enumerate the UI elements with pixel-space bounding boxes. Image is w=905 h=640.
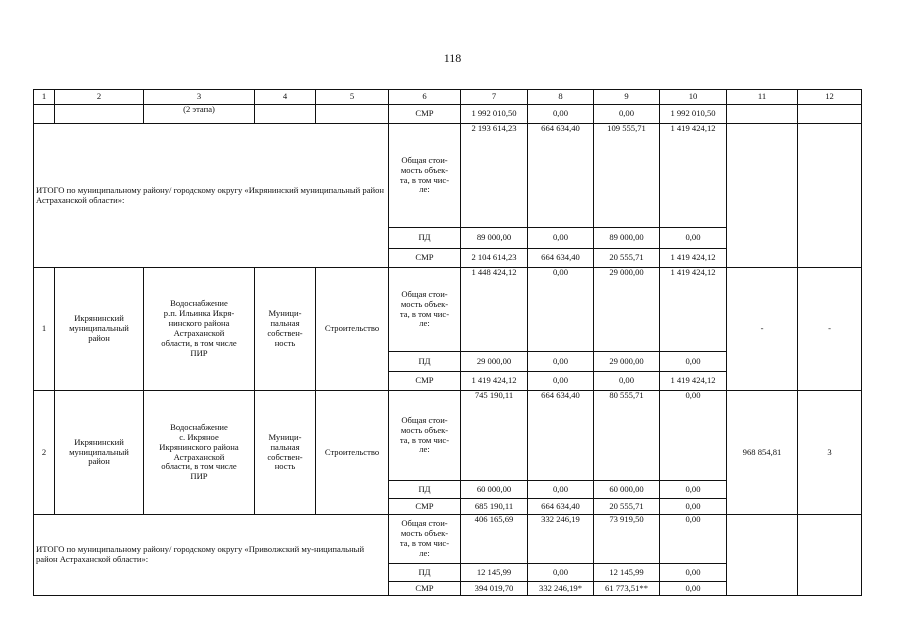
object-name <box>144 268 255 391</box>
object-name-line: ПИР <box>190 471 208 482</box>
object-name-continuation: (2 этапа) <box>144 105 255 124</box>
object-name <box>144 391 255 515</box>
column-number: 7 <box>461 90 528 105</box>
object-number: 1 <box>34 268 55 391</box>
cell-empty <box>55 105 144 124</box>
object_2-row <box>34 391 862 481</box>
column-number: 6 <box>389 90 461 105</box>
cost-type <box>389 228 461 249</box>
value-total: 1 448 424,12 <box>461 268 528 352</box>
work-kind: Строительство <box>316 268 389 391</box>
column-number: 4 <box>255 90 316 105</box>
value-local: 0,00 <box>660 352 727 372</box>
column-number: 9 <box>594 90 660 105</box>
value-regional: 60 000,00 <box>594 481 660 499</box>
cost-type-line: ПД <box>418 566 431 577</box>
column-number: 11 <box>727 90 798 105</box>
value-federal: 0,00 <box>528 105 594 124</box>
object-name-line: нинского района <box>168 318 230 329</box>
cell-empty <box>255 105 316 124</box>
object-name-line: Водоснабжение <box>170 421 228 432</box>
value-regional: 0,00 <box>594 105 660 124</box>
value-federal: 332 246,19* <box>528 582 594 596</box>
capacity-value: 968 854,81 <box>727 391 798 515</box>
cost-type-line: мость объек- <box>400 298 449 309</box>
column-number-row <box>34 90 862 105</box>
stage-2-row <box>34 105 862 124</box>
cost-type <box>389 515 461 564</box>
object-name-line: Астраханской <box>173 328 225 338</box>
value-regional: 29 000,00 <box>594 352 660 372</box>
cost-type-line: та, в том чис- <box>399 434 450 445</box>
cost-type-line: та, в том чис- <box>399 174 450 185</box>
cost-type <box>389 124 461 228</box>
value-federal: 332 246,19 <box>528 515 594 564</box>
value-local: 1 419 424,12 <box>660 268 727 352</box>
cost-type <box>389 481 461 499</box>
cost-type-line: СМР <box>415 375 434 386</box>
cell-empty <box>798 124 862 268</box>
cell-empty <box>316 105 389 124</box>
cost-type-line: ле: <box>419 547 430 558</box>
cell-empty <box>727 124 798 268</box>
value-total: 1 992 010,50 <box>461 105 528 124</box>
value-local: 0,00 <box>660 228 727 249</box>
value-federal: 664 634,40 <box>528 391 594 481</box>
column-number: 1 <box>34 90 55 105</box>
value-local: 0,00 <box>660 499 727 515</box>
column-number: 10 <box>660 90 727 105</box>
value-federal: 664 634,40 <box>528 499 594 515</box>
object-name-line: Астраханской <box>173 451 225 462</box>
cost-type <box>389 499 461 515</box>
cost-type-line: та, в том чис- <box>399 538 450 548</box>
cost-type-line: СМР <box>415 500 434 511</box>
total-ikryaninsky-label: ИТОГО по муниципальному району/ городскому округу «Икрянинский муниципальный район Астраханской области»: <box>34 124 389 268</box>
value-total: 1 419 424,12 <box>461 372 528 391</box>
value-local: 0,00 <box>660 564 727 582</box>
value-total: 29 000,00 <box>461 352 528 372</box>
cost-type-line: СМР <box>415 582 434 593</box>
cost-type-line: Общая стои- <box>401 518 448 529</box>
cost-type <box>389 564 461 582</box>
value-regional: 12 145,99 <box>594 564 660 582</box>
cost-type-line: мость объек- <box>400 528 449 539</box>
district-name <box>55 268 144 391</box>
cost-type <box>389 352 461 372</box>
cost-type-line: ПД <box>418 232 431 243</box>
value-regional: 109 555,71 <box>594 124 660 228</box>
value-federal: 664 634,40 <box>528 124 594 228</box>
object-name-line: области, в том числе <box>161 337 237 348</box>
cost-type <box>389 268 461 352</box>
value-federal: 664 634,40 <box>528 249 594 268</box>
cost-type-line: ле: <box>419 184 430 195</box>
cell-empty <box>727 105 798 124</box>
ownership-form-line: ность <box>274 461 296 472</box>
value-regional: 0,00 <box>594 372 660 391</box>
ownership-form <box>255 391 316 515</box>
value-total: 12 145,99 <box>461 564 528 582</box>
value-regional: 20 555,71 <box>594 249 660 268</box>
cell-empty <box>798 105 862 124</box>
value-local: 0,00 <box>660 582 727 596</box>
object-number: 2 <box>34 391 55 515</box>
ownership-form-line: пальная <box>270 318 300 329</box>
object-name-line: Икрянинского района <box>159 441 239 452</box>
value-regional: 29 000,00 <box>594 268 660 352</box>
column-number: 12 <box>798 90 862 105</box>
cost-type-line: мость объек- <box>400 424 449 435</box>
object-name-line: области, в том числе <box>161 461 237 472</box>
ownership-form-line: собствен- <box>267 328 303 338</box>
value-regional: 61 773,51** <box>594 582 660 596</box>
value-total: 60 000,00 <box>461 481 528 499</box>
value-local: 0,00 <box>660 481 727 499</box>
period-value: 3 <box>798 391 862 515</box>
value-total: 394 019,70 <box>461 582 528 596</box>
cost-type <box>389 372 461 391</box>
value-total: 406 165,69 <box>461 515 528 564</box>
value-federal: 0,00 <box>528 564 594 582</box>
cost-type-line: Общая стои- <box>401 414 448 425</box>
column-number: 5 <box>316 90 389 105</box>
value-total: 685 190,11 <box>461 499 528 515</box>
district-name-line: Икрянинский <box>74 313 124 324</box>
cost-type-line: ле: <box>419 444 430 455</box>
ownership-form-line: Муници- <box>268 308 302 319</box>
cost-type-line: мость объек- <box>400 164 449 175</box>
value-local: 0,00 <box>660 515 727 564</box>
total_ikryaninsky-row <box>34 124 862 228</box>
column-number: 2 <box>55 90 144 105</box>
total_privolzhsky-row <box>34 515 862 564</box>
cost-type-line: ле: <box>419 318 430 329</box>
value-federal: 0,00 <box>528 228 594 249</box>
period-value: - <box>798 268 862 391</box>
cost-type <box>389 391 461 481</box>
district-name-line: Икрянинский <box>74 436 124 447</box>
value-local: 1 419 424,12 <box>660 372 727 391</box>
cost-type-line: СМР <box>415 252 434 263</box>
ownership-form-line: собствен- <box>267 451 303 462</box>
cost-type <box>389 582 461 596</box>
district-name-line: муниципальный <box>69 323 129 334</box>
value-federal: 0,00 <box>528 352 594 372</box>
value-federal: 0,00 <box>528 372 594 391</box>
capacity-value: - <box>727 268 798 391</box>
object-name-line: Водоснабжение <box>170 298 228 309</box>
column-number: 8 <box>528 90 594 105</box>
value-total: 745 190,11 <box>461 391 528 481</box>
district-name-line: муниципальный <box>69 446 129 457</box>
total-privolzhsky-label: ИТОГО по муниципальному району/ городскому округу «Приволжский му-ниципальный район Астраханской области»: <box>34 515 389 596</box>
page-number: 118 <box>443 51 462 65</box>
cell-empty <box>727 515 798 596</box>
value-total: 2 193 614,23 <box>461 124 528 228</box>
value-regional: 80 555,71 <box>594 391 660 481</box>
ownership-form-line: пальная <box>270 441 300 452</box>
investment-table <box>33 89 862 596</box>
cost-type-line: ПД <box>418 355 431 366</box>
object_1-row <box>34 268 862 352</box>
object-name-line: ПИР <box>190 347 208 358</box>
value-total: 89 000,00 <box>461 228 528 249</box>
ownership-form <box>255 268 316 391</box>
object-name-line: с. Икряное <box>179 431 219 442</box>
cost-type-line: та, в том чис- <box>399 308 450 319</box>
value-local: 1 992 010,50 <box>660 105 727 124</box>
value-federal: 0,00 <box>528 268 594 352</box>
cost-type <box>389 249 461 268</box>
work-kind: Строительство <box>316 391 389 515</box>
value-total: 2 104 614,23 <box>461 249 528 268</box>
cost-type-line: Общая стои- <box>401 288 448 299</box>
cost-type-line: Общая стои- <box>401 154 448 165</box>
value-regional: 89 000,00 <box>594 228 660 249</box>
value-local: 1 419 424,12 <box>660 249 727 268</box>
ownership-form-line: Муници- <box>268 431 302 442</box>
cell-empty <box>798 515 862 596</box>
cell-empty <box>34 105 55 124</box>
object-name-line: р.п. Ильинка Икря- <box>163 308 235 319</box>
district-name-line: район <box>88 456 110 467</box>
value-local: 1 419 424,12 <box>660 124 727 228</box>
ownership-form-line: ность <box>274 337 296 348</box>
district-name-line: район <box>88 332 110 343</box>
cost-type: СМР <box>389 105 461 124</box>
column-number: 3 <box>144 90 255 105</box>
district-name <box>55 391 144 515</box>
table-body <box>34 90 862 596</box>
cost-type-line: ПД <box>418 483 431 494</box>
value-federal: 0,00 <box>528 481 594 499</box>
value-regional: 20 555,71 <box>594 499 660 515</box>
value-local: 0,00 <box>660 391 727 481</box>
value-regional: 73 919,50 <box>594 515 660 564</box>
